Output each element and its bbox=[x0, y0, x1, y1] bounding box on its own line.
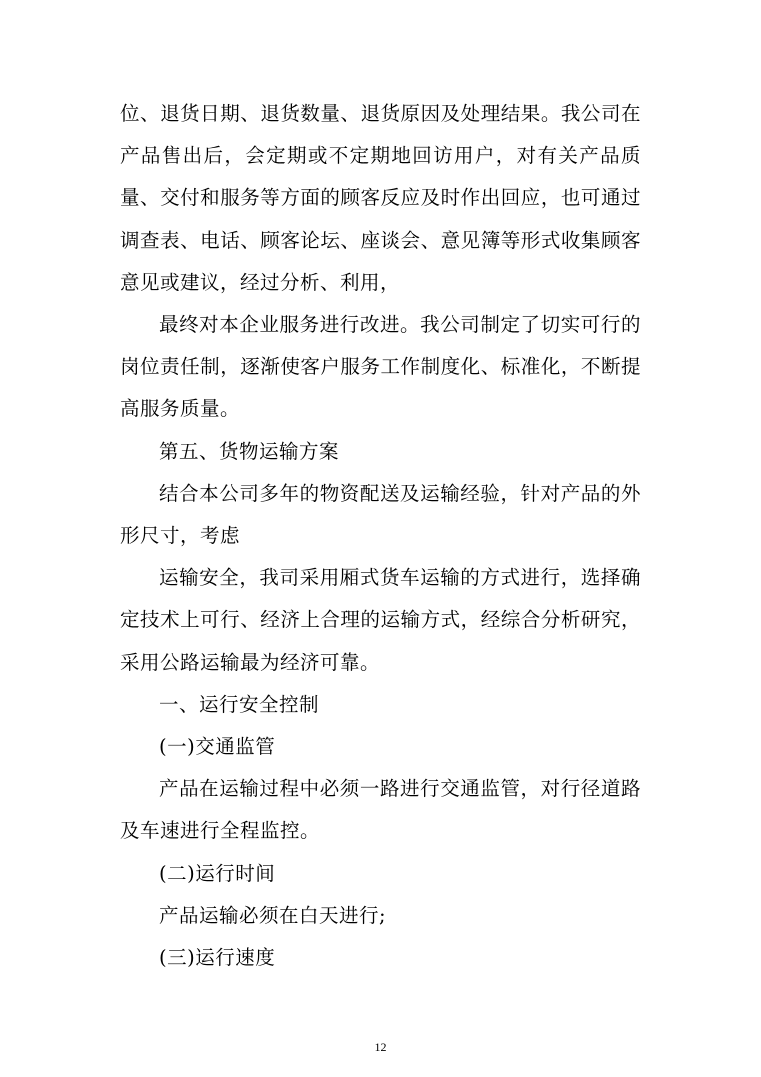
subsection-heading-traffic-supervision: (一)交通监管 bbox=[159, 735, 276, 759]
paragraph-operating-time: 产品运输必须在白天进行; bbox=[159, 903, 387, 927]
paragraph-transport-experience: 结合本公司多年的物资配送及运输经验，针对产品的外形尺寸，考虑 bbox=[120, 481, 641, 548]
paragraph-service-improvement: 最终对本企业服务进行改进。我公司制定了切实可行的岗位责任制，逐渐使客户服务工作制度化、标准化，不断提高服务质量。 bbox=[120, 313, 641, 421]
paragraph-traffic-supervision: 产品在运输过程中必须一路进行交通监管，对行径道路及车速进行全程监控。 bbox=[120, 777, 641, 843]
subsection-heading-operating-time: (二)运行时间 bbox=[159, 861, 276, 885]
document-body bbox=[120, 93, 641, 979]
section-heading-transport-plan: 第五、货物运输方案 bbox=[159, 439, 340, 463]
paragraph-returns-and-feedback: 位、退货日期、退货数量、退货原因及处理结果。我公司在产品售出后，会定期或不定期地回访用户，对有关产品质量、交付和服务等方面的顾客反应及时作出回应，也可通过调查表、电话、顾客论坛、座谈会、意见簿等形式收集顾客意见或建议，经过分析、利用， bbox=[120, 102, 641, 294]
page-number: 12 bbox=[374, 1040, 387, 1054]
section-heading-safety-control: 一、运行安全控制 bbox=[159, 692, 320, 716]
paragraph-transport-method: 运输安全，我司采用厢式货车运输的方式进行，选择确定技术上可行、经济上合理的运输方式，经综合分析研究，采用公路运输最为经济可靠。 bbox=[120, 566, 641, 674]
subsection-heading-operating-speed: (三)运行速度 bbox=[159, 946, 276, 970]
